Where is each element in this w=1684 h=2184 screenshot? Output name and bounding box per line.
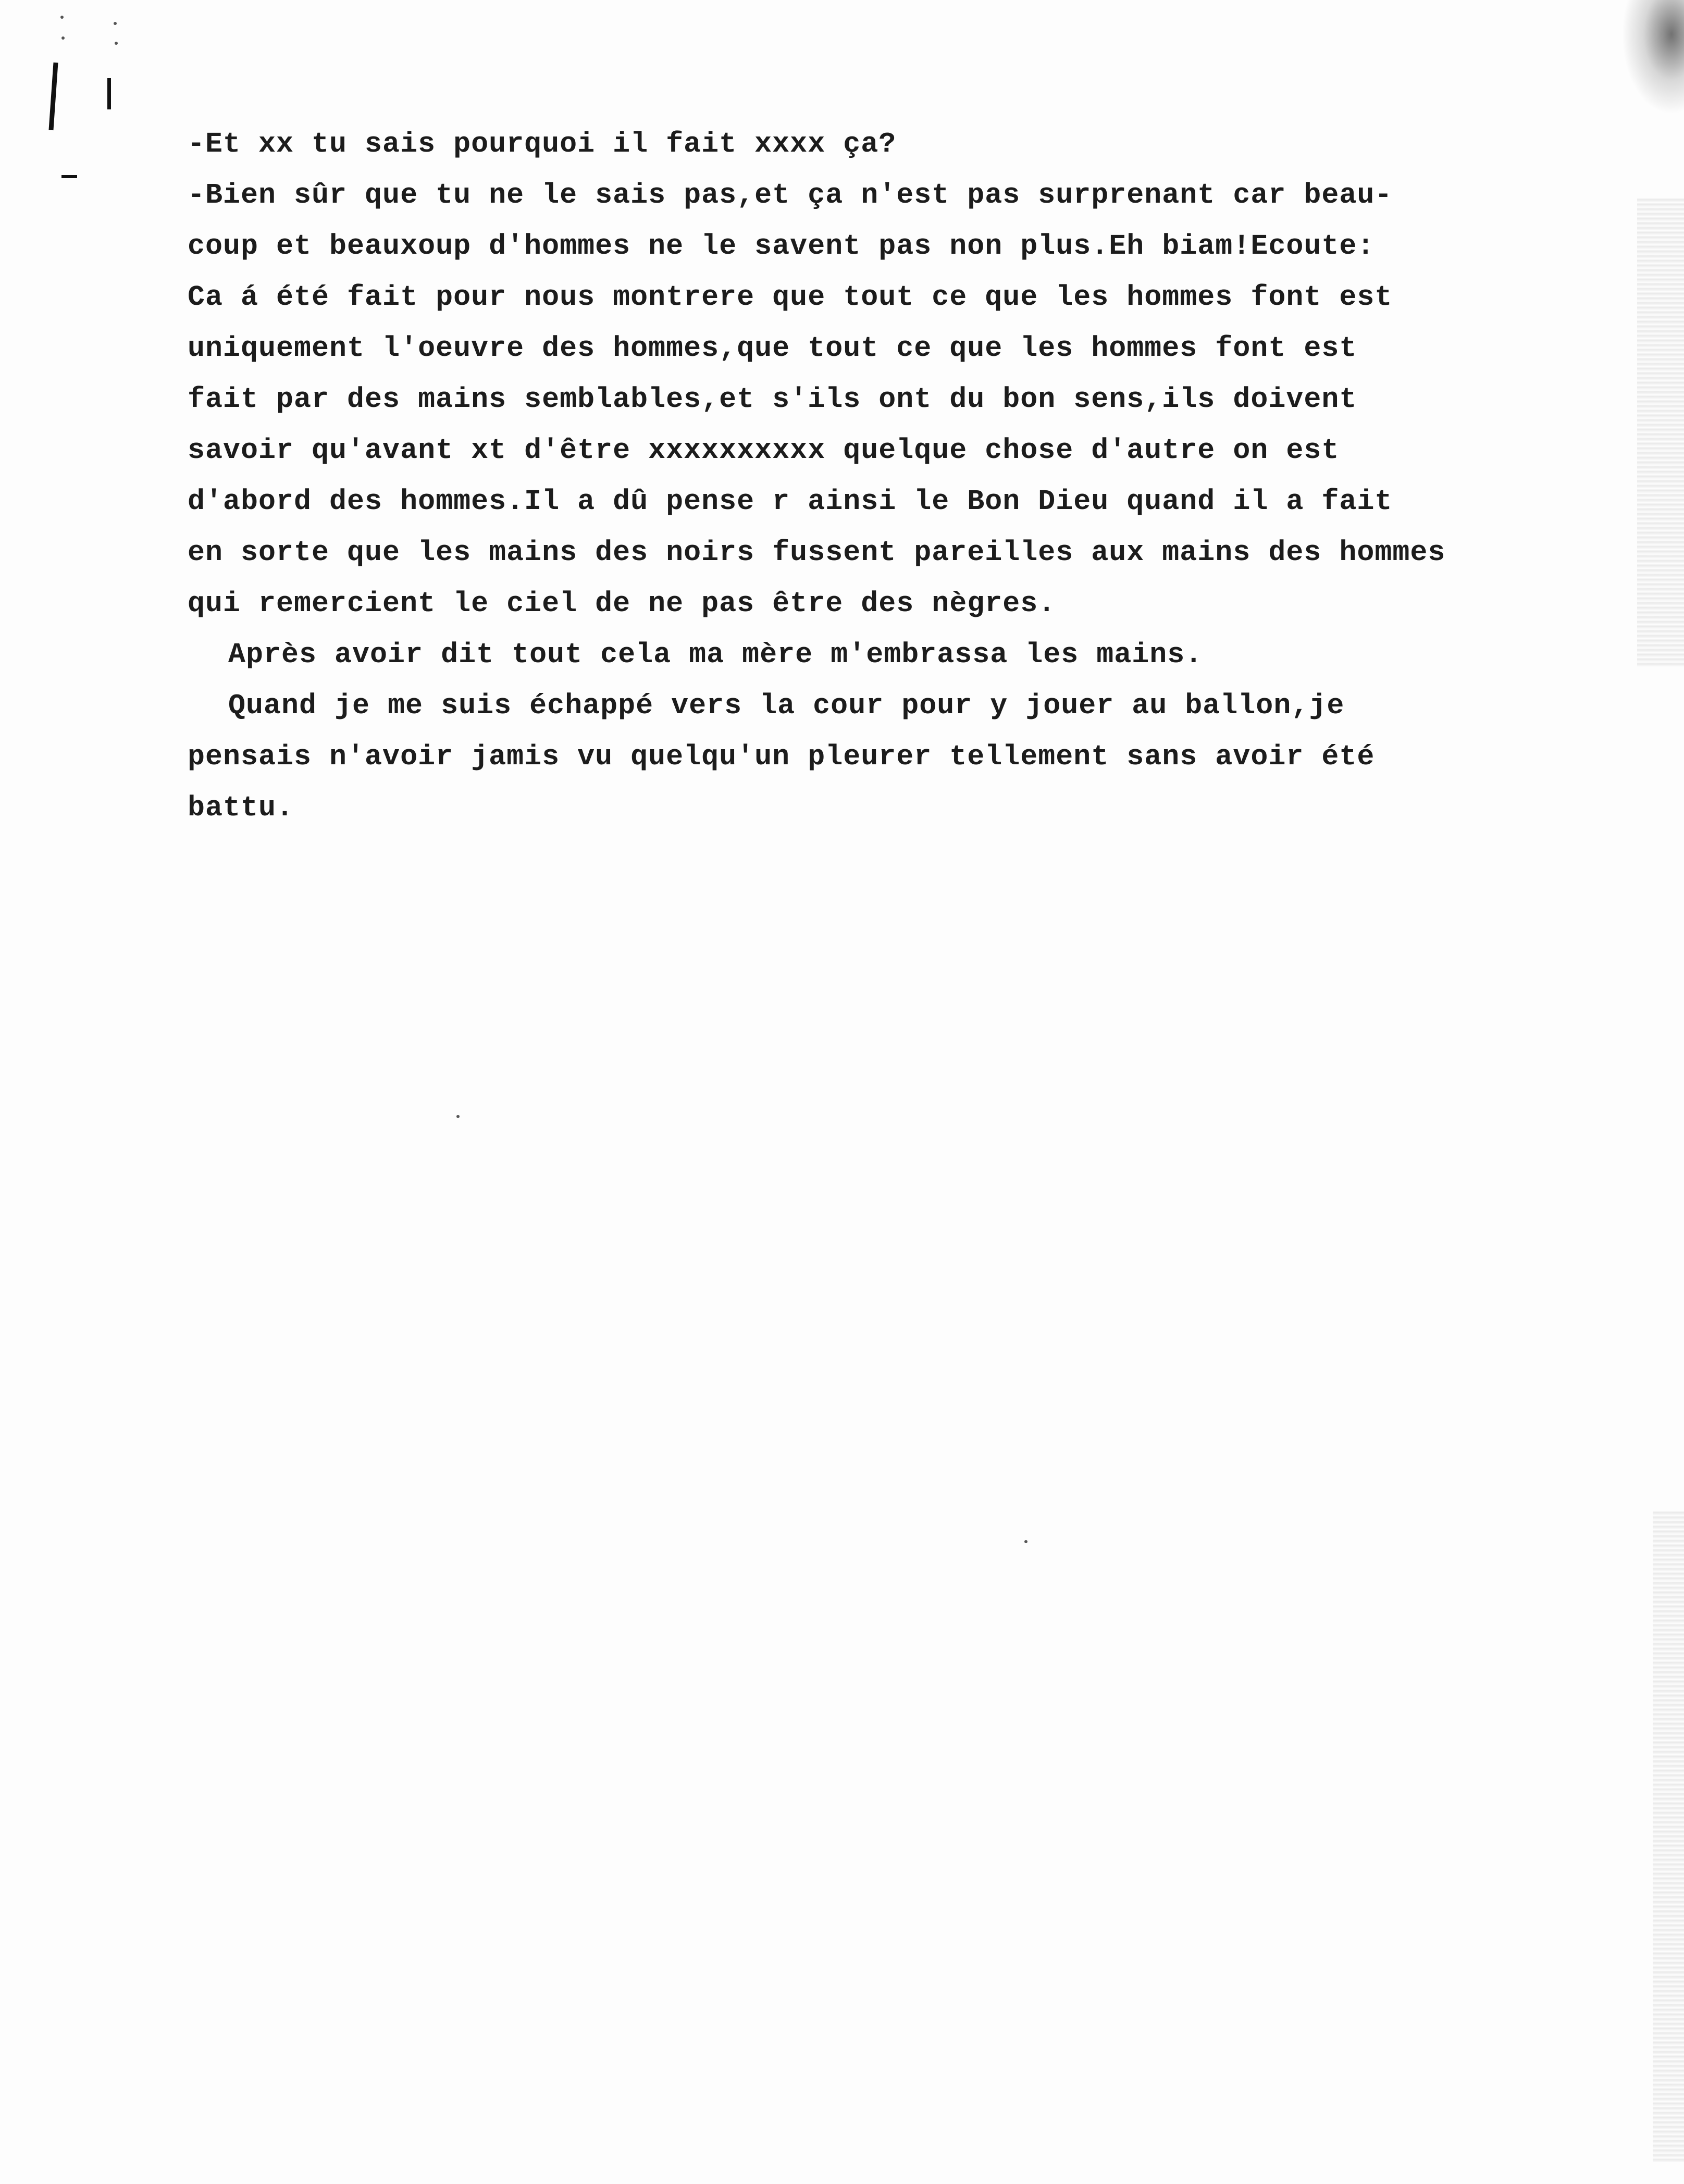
right-edge-scan-noise	[1621, 0, 1684, 115]
text-line: -Bien sûr que tu ne le sais pas,et ça n'est pas surprenant car beau-	[188, 179, 1393, 212]
text-line: qui remercient le ciel de ne pas être des nègres.	[188, 587, 1056, 620]
right-edge-scan-noise-2	[1637, 198, 1684, 667]
text-line: battu.	[188, 791, 294, 824]
text-line: d'abord des hommes.Il a dû pense r ainsi le Bon Dieu quand il a fait	[188, 485, 1393, 518]
text-line-indented: Quand je me suis échappé vers la cour pour y jouer au ballon,je	[228, 689, 1345, 722]
text-line: uniquement l'oeuvre des hommes,que tout ce que les hommes font est	[188, 332, 1357, 365]
margin-speck-2	[61, 36, 65, 40]
page-speck-1	[456, 1115, 460, 1118]
text-line: savoir qu'avant xt d'être xxxxxxxxxx quelque chose d'autre on est	[188, 434, 1340, 467]
text-line: en sorte que les mains des noirs fussent pareilles aux mains des hommes	[188, 536, 1446, 569]
text-line-indented: Après avoir dit tout cela ma mère m'embrassa les mains.	[228, 638, 1203, 671]
margin-speck-4	[115, 42, 118, 45]
margin-ink-mark-3	[61, 175, 77, 178]
margin-ink-mark-2	[107, 78, 111, 109]
page-speck-2	[1024, 1540, 1027, 1543]
typed-text-body	[188, 119, 1594, 834]
text-line: pensais n'avoir jamis vu quelqu'un pleurer tellement sans avoir été	[188, 740, 1375, 773]
text-line: Ca á été fait pour nous montrere que tout ce que les hommes font est	[188, 281, 1393, 314]
text-line: coup et beauxoup d'hommes ne le savent pas non plus.Eh biam!Ecoute:	[188, 230, 1375, 263]
margin-ink-mark-1	[48, 63, 58, 130]
text-line: -Et xx tu sais pourquoi il fait xxxx ça?	[188, 128, 897, 160]
text-line: fait par des mains semblables,et s'ils ont du bon sens,ils doivent	[188, 383, 1357, 416]
right-edge-scan-noise-3	[1653, 1511, 1684, 2162]
margin-speck-1	[60, 16, 64, 19]
margin-speck-3	[114, 22, 117, 25]
